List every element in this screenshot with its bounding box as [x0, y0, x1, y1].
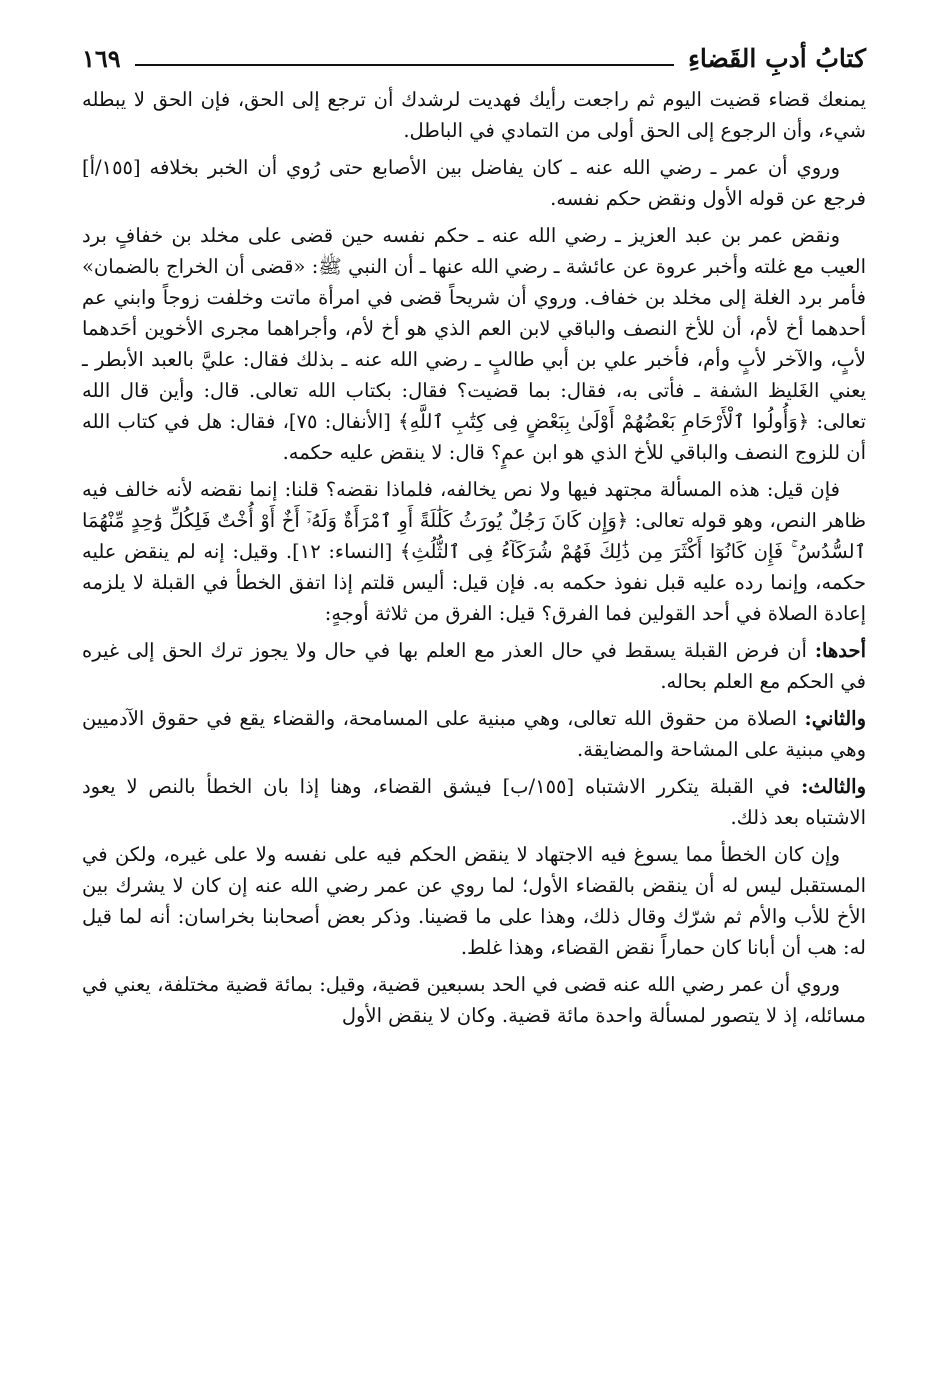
paragraph: يمنعك قضاء قضيت اليوم ثم راجعت رأيك فهديت لرشدك أن ترجع إلى الحق، فإن الحق لا يبطله شيء، وأن الرجوع إلى الحق أولى من التمادي في الباطل.	[82, 88, 866, 142]
header-rule	[135, 64, 674, 66]
point-lead: والثالث:	[801, 775, 866, 798]
point-lead: والثاني:	[804, 707, 866, 730]
running-header	[82, 40, 866, 74]
point-lead: أحدها:	[814, 639, 866, 662]
page-body	[82, 84, 866, 1031]
paragraph: وإن كان الخطأ مما يسوغ فيه الاجتهاد لا ينقض الحكم فيه على نفسه ولا على غيره، ولكن في المستقبل ليس له أن ينقض بالقضاء الأول؛ لما روي عن عمر رضي الله عنه إن كان لا يشرك بين الأخ للأب والأم ثم شرّك وقال ذلك، وهذا على ما قضينا. وذكر بعض أصحابنا بخراسان: أنه لما قيل له: هب أن أبانا كان حماراً نقض القضاء، وهذا غلط.	[82, 843, 866, 959]
paragraph: فإن قيل: هذه المسألة مجتهد فيها ولا نص يخالفه، فلماذا نقضه؟ قلنا: إنما نقضه لأنه خالف فيه ظاهر النص، وهو قوله تعالى: ﴿وَإِن كَانَ رَجُلٌ يُورَثُ كَلَٰلَةً أَوِ ٱمْرَأَةٌ وَلَهُۥٓ أَخٌ أَوْ أُخْتٌ فَلِكُلِّ وَٰحِدٍ مِّنْهُمَا ٱلسُّدُسُ ۚ فَإِن كَانُوٓا أَكْثَرَ مِن ذَٰلِكَ فَهُمْ شُرَكَآءُ فِى ٱلثُّلُثِ﴾ [النساء: ١٢]. وقيل: إنه لم ينقض عليه حكمه، وإنما رده عليه قبل نفوذ حكمه به. فإن قيل: أليس قلتم إذا اتفق الخطأ في القبلة لا يلزمه إعادة الصلاة في أحد القولين فما الفرق؟ قيل: الفرق من ثلاثة أوجهٍ:	[82, 478, 866, 625]
paragraph: أحدها: أن فرض القبلة يسقط في حال العذر مع العلم بها في حال ولا يجوز ترك الحق إلى غيره في الحكم مع العلم بحاله.	[82, 639, 866, 693]
paragraph: والثاني: الصلاة من حقوق الله تعالى، وهي مبنية على المسامحة، والقضاء يقع في حقوق الآدميين وهي مبنية على المشاحة والمضايقة.	[82, 707, 866, 761]
paragraph: وروي أن عمر ـ رضي الله عنه ـ كان يفاضل بين الأصابع حتى رُوي أن الخبر بخلافه [١٥٥/أ] فرجع عن قوله الأول ونقض حكم نفسه.	[82, 156, 866, 210]
paragraph: ونقض عمر بن عبد العزيز ـ رضي الله عنه ـ حكم نفسه حين قضى على مخلد بن خفافٍ برد العيب مع غلته وأخبر عروة عن عائشة ـ رضي الله عنها ـ أن النبي ﷺ: «قضى أن الخراج بالضمان» فأمر برد الغلة إلى مخلد بن خفاف. وروي أن شريحاً قضى في امرأة ماتت وخلفت زوجاً وابني عم أحدهما أخ لأم، أن للأخ النصف والباقي لابن العم الذي هو أخ لأم، وأجراهما مجرى الأخوين أحَدهما لأبٍ، والآخر لأبٍ وأم، فأخبر علي بن أبي طالبٍ ـ رضي الله عنه ـ بذلك فقال: عليَّ بالعبد الأبطر ـ يعني الغَليظ الشفة ـ فأتى به، فقال: بما قضيت؟ فقال: بكتاب الله تعالى. قال: وأين قال الله تعالى: ﴿وَأُولُوا ٱلْأَرْحَامِ بَعْضُهُمْ أَوْلَىٰ بِبَعْضٍ فِى كِتَٰبِ ٱللَّهِ﴾ [الأنفال: ٧٥]، فقال: هل في كتاب الله أن للزوج النصف والباقي للأخ الذي هو ابن عمٍ؟ قال: لا ينقض عليه حكمه.	[82, 224, 867, 464]
book-title: كتابُ أدبِ القَضاءِ	[688, 44, 866, 73]
paragraph: والثالث: في القبلة يتكرر الاشتباه [١٥٥/ب] فيشق القضاء، وهنا إذا بان الخطأ بالنص لا يعود الاشتباه بعد ذلك.	[82, 775, 866, 829]
page-number: ١٦٩	[82, 44, 121, 73]
paragraph: وروي أن عمر رضي الله عنه قضى في الحد بسبعين قضية، وقيل: بمائة قضية مختلفة، يعني في مسائله، إذ لا يتصور لمسألة واحدة مائة قضية. وكان لا ينقض الأول	[82, 973, 866, 1027]
